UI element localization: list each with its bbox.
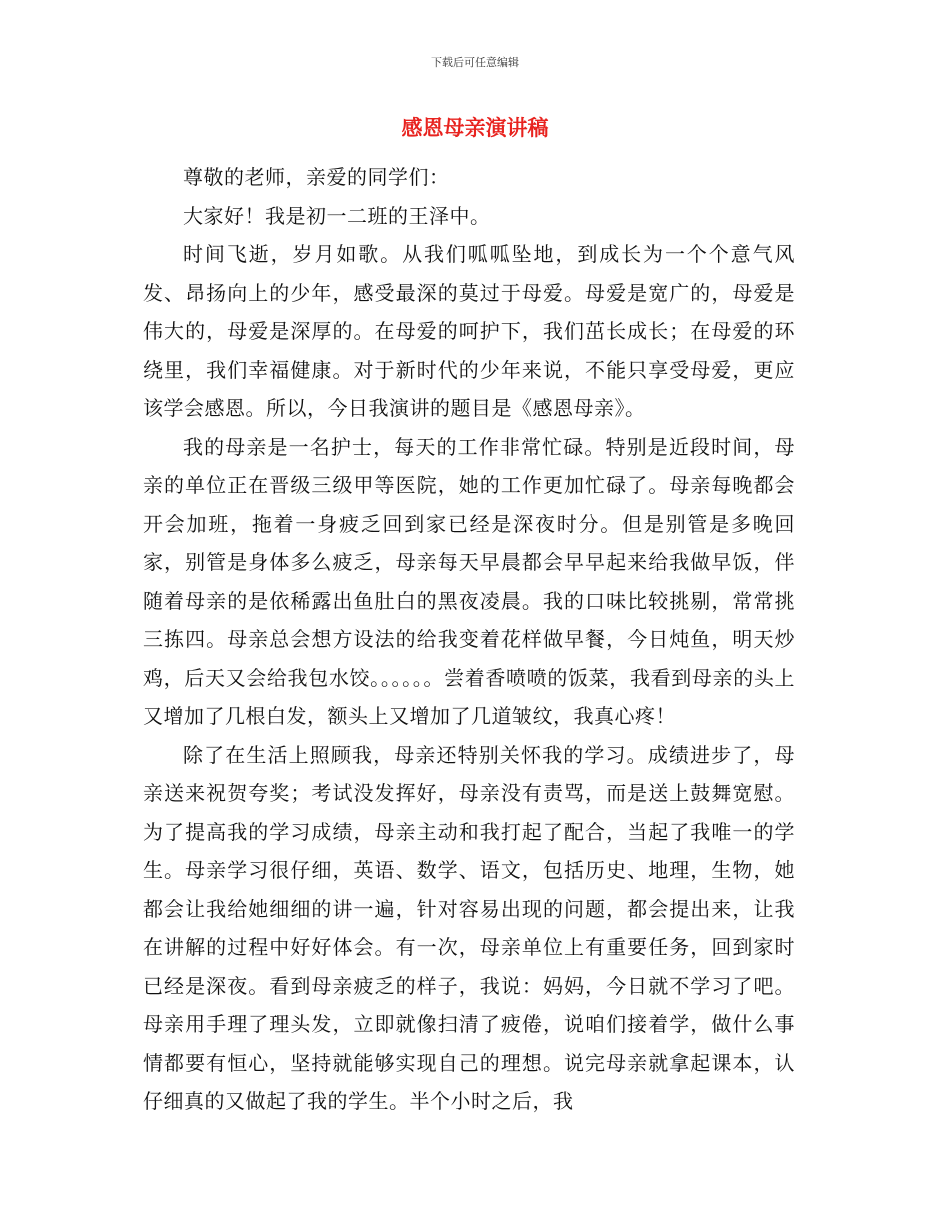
paragraph-greeting: 尊敬的老师，亲爱的同学们： bbox=[183, 165, 450, 189]
document-title: 感恩母亲演讲稿 bbox=[401, 116, 549, 140]
paragraph-intro: 大家好！我是初一二班的王泽中。 bbox=[183, 203, 491, 228]
paragraph-1: 时间飞逝，岁月如歌。从我们呱呱坠地，到成长为一个个意气风发、昂扬向上的少年，感受最深的莫过于母爱。母爱是宽广的，母爱是伟大的，母爱是深厚的。在母爱的呵护下，我们茁长成长；在母爱的环绕里，我们幸福健康。对于新时代的少年来说，不能只享受母爱，更应该学会感恩。所以，今日我演讲的题目是《感恩母亲》。 bbox=[143, 242, 795, 420]
document-body bbox=[143, 158, 795, 1121]
paragraph-2: 我的母亲是一名护士，每天的工作非常忙碌。特别是近段时间，母亲的单位正在晋级三级甲等医院，她的工作更加忙碌了。母亲每晚都会开会加班，拖着一身疲乏回到家已经是深夜时分。但是别管是多晚回家，别管是身体多么疲乏，母亲每天早晨都会早早起来给我做早饭，伴随着母亲的是依稀露出鱼肚白的黑夜凌晨。我的口味比较挑剔，常常挑三拣四。母亲总会想方设法的给我变着花样做早餐，今日炖鱼，明天炒鸡，后天又会给我包水饺。。。。。。尝着香喷喷的饭菜，我看到母亲的头上又增加了几根白发，额头上又增加了几道皱纹，我真心疼！ bbox=[143, 434, 795, 728]
paragraph-3: 除了在生活上照顾我，母亲还特别关怀我的学习。成绩进步了，母亲送来祝贺夸奖；考试没发挥好，母亲没有责骂，而是送上鼓舞宽慰。为了提高我的学习成绩，母亲主动和我打起了配合，当起了我唯一的学生。母亲学习很仔细，英语、数学、语文，包括历史、地理，生物，她都会让我给她细细的讲一遍，针对容易出现的问题，都会提出来，让我在讲解的过程中好好体会。有一次，母亲单位上有重要任务，回到家时已经是深夜。看到母亲疲乏的样子，我说：妈妈，今日就不学习了吧。母亲用手理了理头发，立即就像扫清了疲倦，说咱们接着学，做什么事情都要有恒心，坚持就能够实现自己的理想。说完母亲就拿起课本，认仔细真的又做起了我的学生。半个小时之后，我 bbox=[143, 742, 795, 1113]
header-note: 下载后可任意编辑 bbox=[431, 56, 519, 69]
